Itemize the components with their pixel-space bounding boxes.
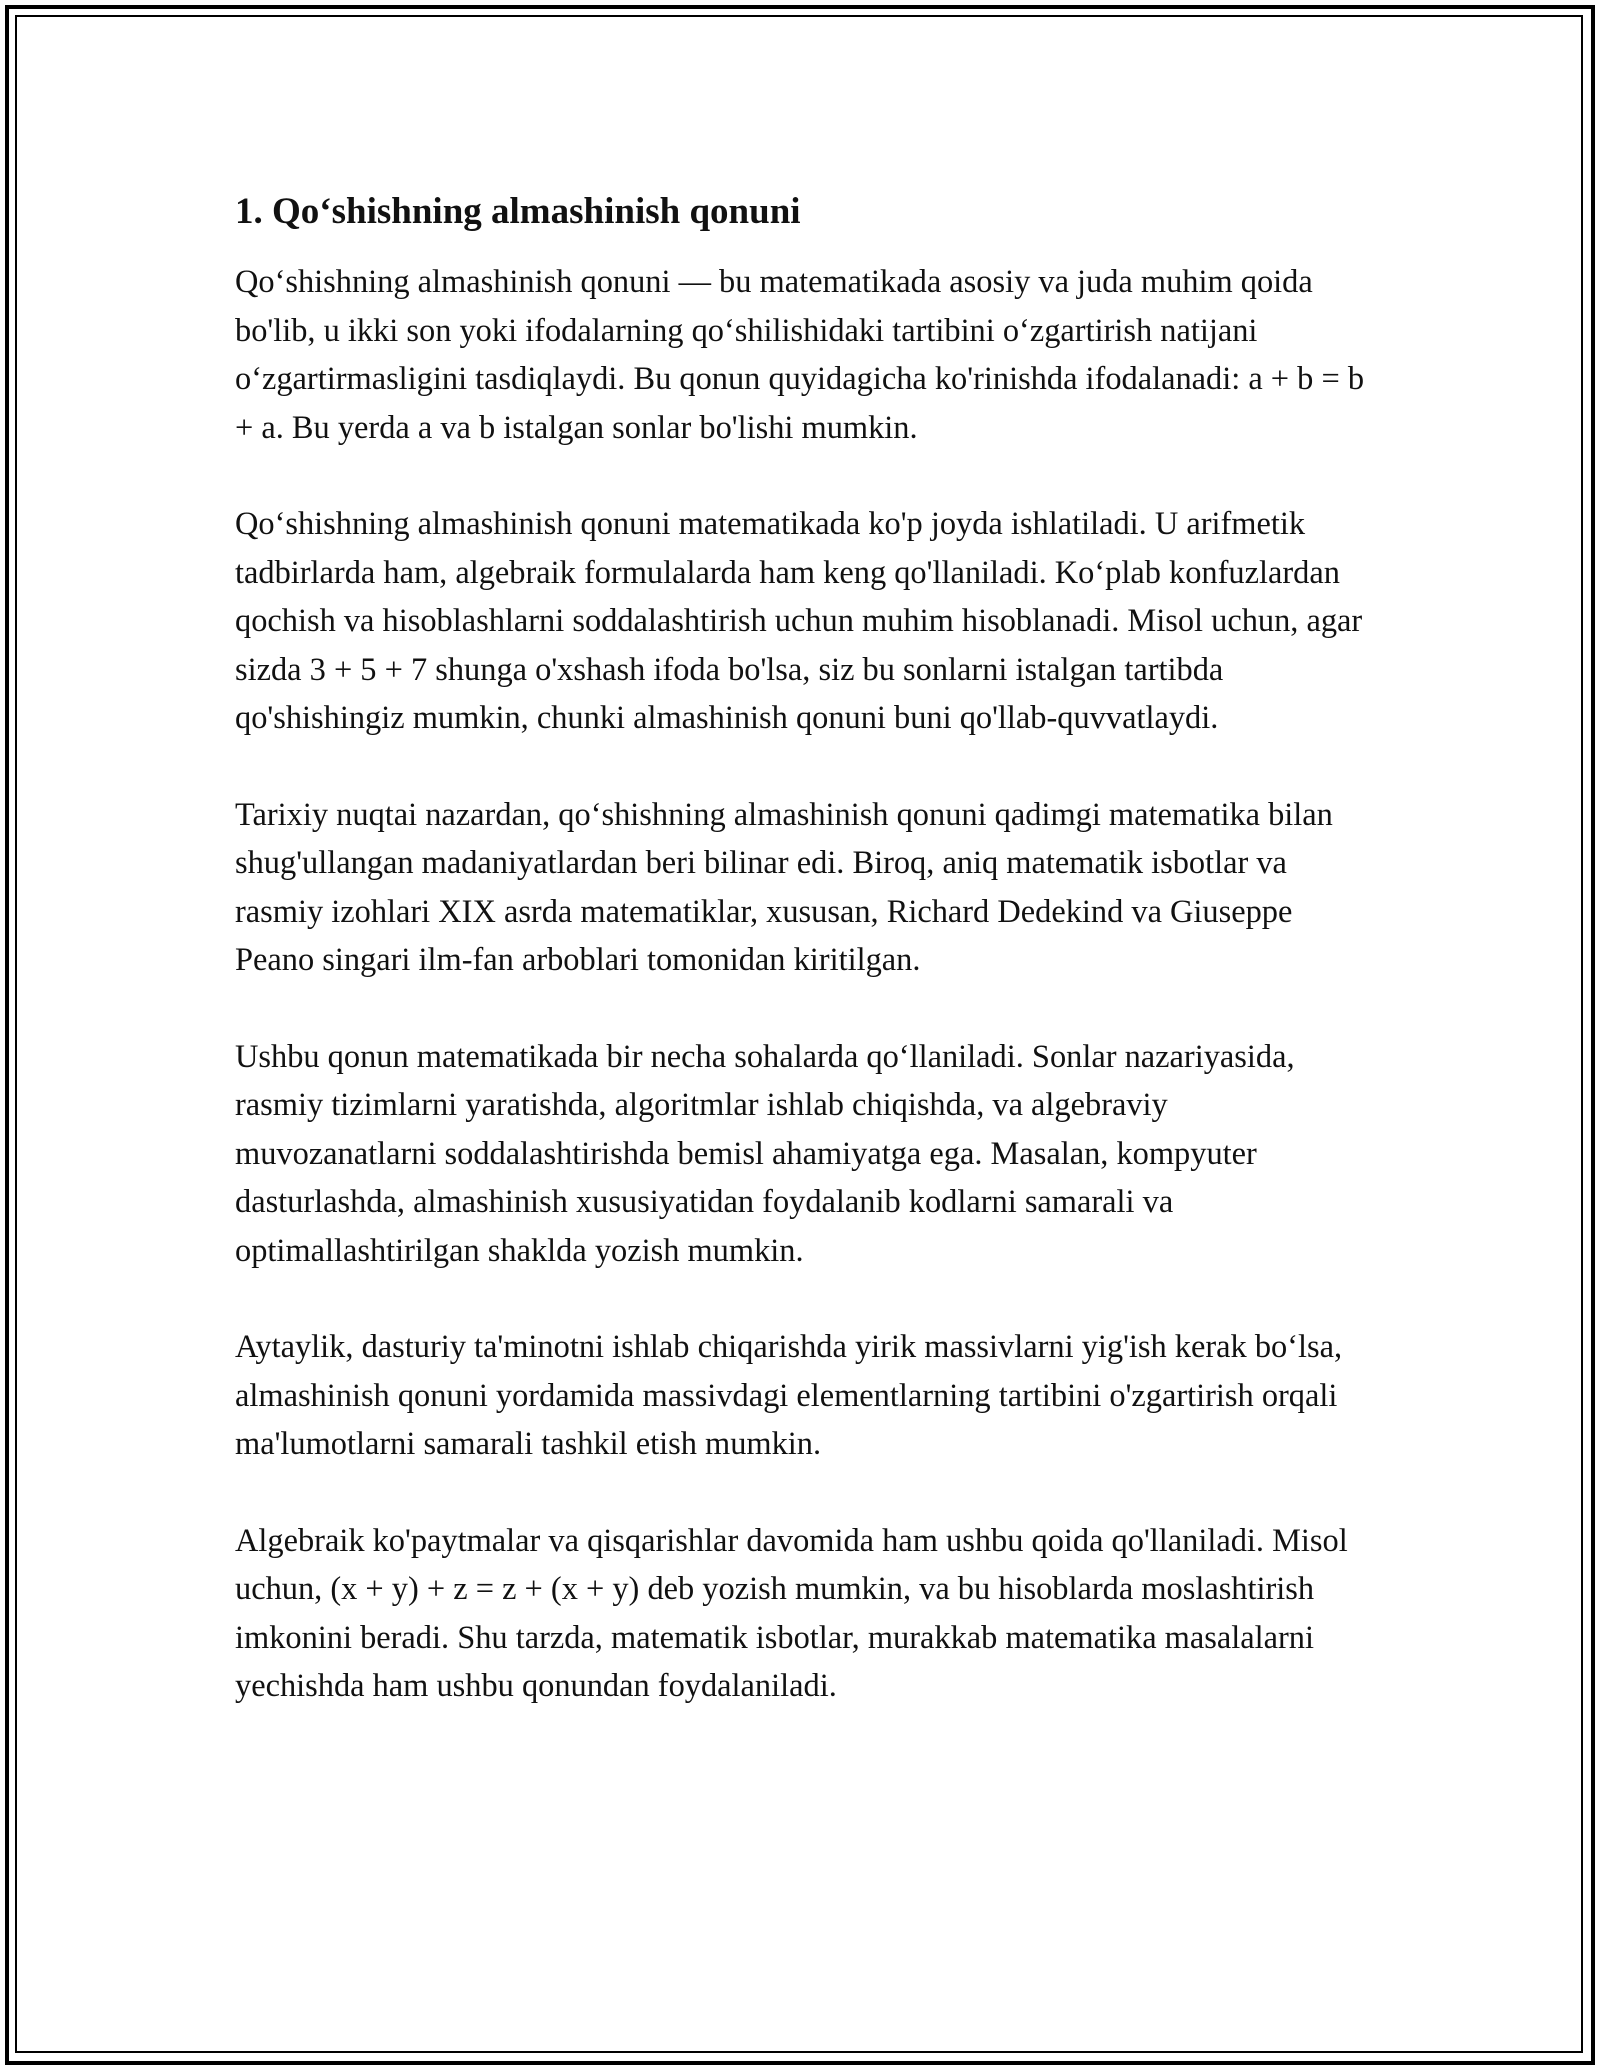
paragraph-2: Qo‘shishning almashinish qonuni matematikada ko'p joyda ishlatiladi. U arifmetik tadbirlarda ham, algebraik formulalarda ham keng qo'llaniladi. Ko‘plab konfuzlardan qochish va hisoblashlarni soddalashtirish uchun muhim hisoblanadi. Misol uchun, agar sizda 3 + 5 + 7 shunga o'xshash ifoda bo'lsa, siz bu sonlarni istalgan tartibda qo'shishingiz mumkin, chunki almashinish qonuni buni qo'llab-quvvatlaydi. [235, 506, 1363, 736]
paragraph-4: Ushbu qonun matematikada bir necha sohalarda qo‘llaniladi. Sonlar nazariyasida, rasmiy tizimlarni yaratishda, algoritmlar ishlab chiqishda, va algebraviy muvozanatlarni soddalashtirishda bemisl ahamiyatga ega. Masalan, kompyuter dasturlashda, almashinish xususiyatidan foydalanib kodlarni samarali va optimallashtirilgan shaklda yozish mumkin. [235, 1038, 1295, 1269]
paragraph-1: Qo‘shishning almashinish qonuni — bu matematikada asosiy va juda muhim qoida bo'lib, u ikki son yoki ifodalarning qo‘shilishidaki tartibini o‘zgartirish natijani o‘zgartirmasligini tasdiqlaydi. Bu qonun quyidagicha ko'rinishda ifodalanadi: a + b = b + a. Bu yerda a va b istalgan sonlar bo'lishi mumkin. [235, 264, 1365, 446]
paragraph-3: Tarixiy nuqtai nazardan, qo‘shishning almashinish qonuni qadimgi matematika bilan shug'ullangan madaniyatlardan beri bilinar edi. Biroq, aniq matematik isbotlar va rasmiy izohlari XIX asrda matematiklar, xususan, Richard Dedekind va Giuseppe Peano singari ilm-fan arboblari tomonidan kiritilgan. [235, 796, 1333, 978]
paragraph-6: Algebraik ko'paytmalar va qisqarishlar davomida ham ushbu qoida qo'llaniladi. Misol uchun, (x + y) + z = z + (x + y) deb yozish mumkin, va bu hisoblarda moslashtirish imkonini beradi. Shu tarzda, matematik isbotlar, murakkab matematika masalalarni yechishda ham ushbu qonundan foydalaniladi. [235, 1522, 1348, 1704]
document-body [235, 186, 1375, 1759]
section-heading: 1. Qo‘shishning almashinish qonuni [235, 191, 801, 232]
paragraph-5: Aytaylik, dasturiy ta'minotni ishlab chiqarishda yirik massivlarni yig'ish kerak bo‘lsa, almashinish qonuni yordamida massivdagi elementlarning tartibini o'zgartirish orqali ma'lumotlarni samarali tashkil etish mumkin. [235, 1329, 1343, 1462]
